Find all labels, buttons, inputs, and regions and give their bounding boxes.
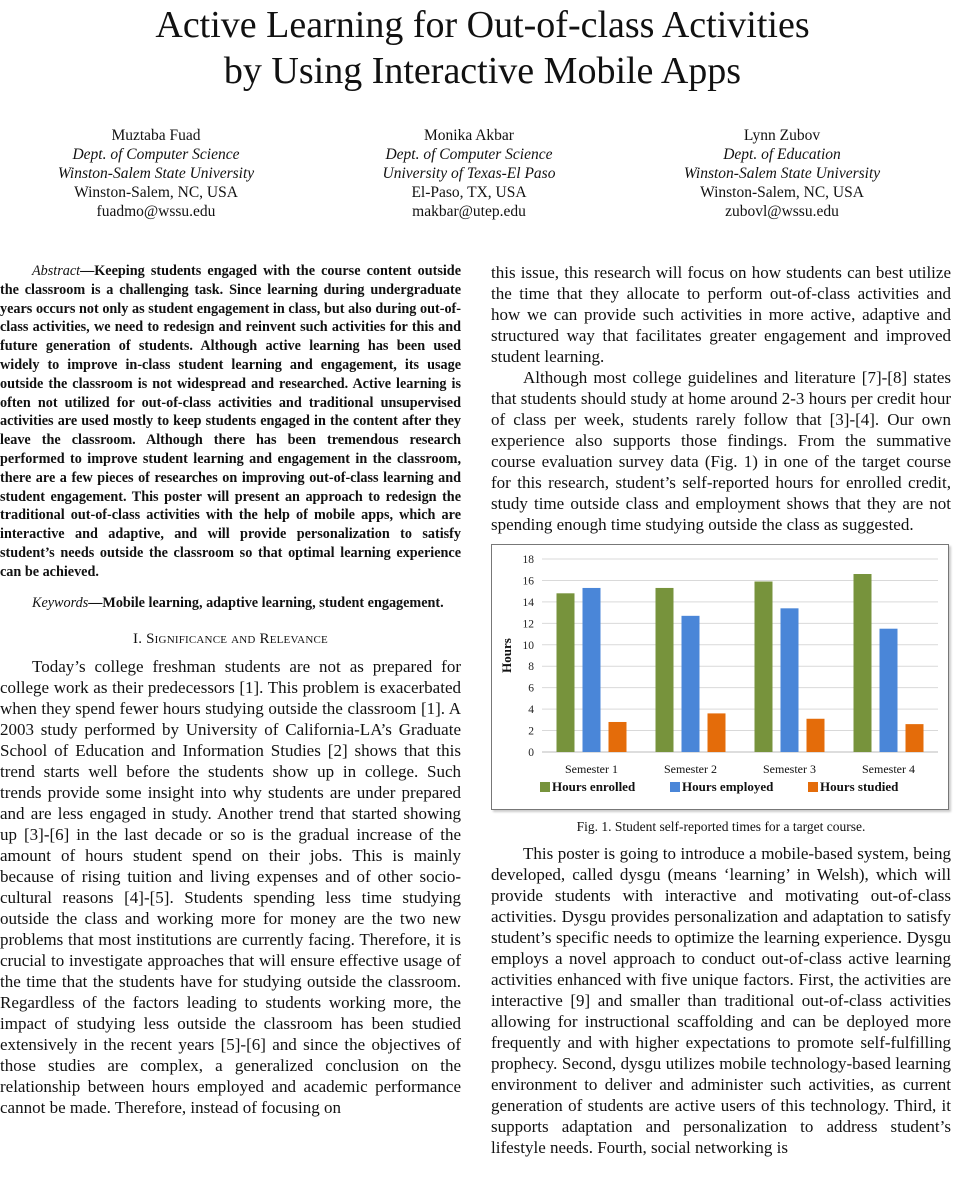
body-paragraph: Although most college guidelines and literature [7]-[8] states that students should study at home around 2-3 hours per credit hour of class per week, students rarely follow that [3]-[4]. Our own experience also supports those findings. From the summative course evaluation survey data (Fig. 1) in one of the target course for this research, student’s self-reported hours for enrolled credit, study time outside class and employment shows that they are not spending enough time studying outside the class as suggested. (491, 368, 951, 534)
section-heading: I. Significance and Relevance (133, 630, 328, 647)
legend-swatch (670, 782, 680, 792)
y-tick-label: 4 (528, 704, 534, 717)
x-tick-label: Semester 2 (664, 762, 717, 776)
bar-hours-studied (609, 722, 627, 752)
author-name: Monika Akbar (424, 127, 514, 144)
title-line-2: by Using Interactive Mobile Apps (223, 50, 742, 92)
y-tick-label: 16 (522, 575, 534, 588)
author-email: fuadmo@wssu.edu (96, 203, 216, 220)
bar-hours-employed (781, 608, 799, 752)
bar-hours-employed (682, 616, 700, 752)
y-tick-label: 10 (522, 639, 534, 652)
y-tick-label: 0 (528, 747, 534, 759)
keywords-label: Keywords (32, 594, 89, 611)
y-axis-label: Hours (499, 638, 514, 673)
author-affiliation: University of Texas-El Paso (382, 165, 556, 182)
legend-label: Hours studied (820, 779, 899, 794)
legend-label: Hours enrolled (552, 779, 636, 794)
bar-hours-studied (708, 713, 726, 752)
bar-hours-employed (583, 588, 601, 752)
y-tick-label: 2 (528, 725, 534, 738)
abstract (0, 262, 461, 582)
author-name: Muztaba Fuad (111, 127, 201, 144)
author-affiliation: Winston-Salem State University (683, 165, 881, 182)
y-tick-label: 6 (528, 682, 534, 695)
bar-hours-employed (880, 629, 898, 752)
legend-swatch (808, 782, 818, 792)
author-dept: Dept. of Computer Science (72, 146, 240, 163)
author-name: Lynn Zubov (743, 127, 821, 144)
author-email: zubovl@wssu.edu (725, 203, 839, 220)
body-paragraph: this issue, this research will focus on how students can best utilize the time that they allocate to perform out-of-class activities and how we can provide such activities in more active, adaptive and structured way that facilitates greater engagement and improved student learning. (491, 263, 951, 366)
bar-hours-studied (807, 719, 825, 752)
author-email: makbar@utep.edu (412, 203, 526, 220)
x-tick-label: Semester 1 (565, 762, 618, 776)
figure-1-chart (491, 544, 949, 810)
bar-hours-enrolled (656, 588, 674, 752)
body-paragraph: This poster is going to introduce a mobile-based system, being developed, called dysgu (means ‘learning’ in Welsh), which will provide students with interactive and motivating out-of-class activities. Dysgu provides personalization and adaptation to satisfy student’s specific needs to optimize the learning experience. Dysgu employs a novel approach to conduct out-of-class active learning activities enhanced with five unique factors. First, the activities are interactive [9] and smaller than traditional out-of-class activities allowing for instructional scaffolding and can be deployed more frequently and with higher expectations to promote self-fulfilling prophecy. Second, dysgu utilizes mobile technology-based learning environment to deliver and administer such activities, as current generation of students are active users of this technology. Third, it supports adaptation and personalization to address student’s lifestyle needs. Fourth, social networking is (491, 844, 951, 1157)
body-paragraph: Today’s college freshman students are not as prepared for college work as their predecessors [1]. This problem is exacerbated when they spend fewer hours studying outside the classroom [1]. A 2003 study performed by University of California-LA’s Graduate School of Education and Information Studies [2] shows that this trend starts well before the students show up in college. Such trends provide some insight into why students are under prepared and are less engaged in study. Another trend that started showing up [3]-[6] in the last decade or so is the gradual increase of the amount of hours student spend on their jobs. This is mainly because of rising tuition and living expenses and of other socio-cultural reasons [4]-[5]. Students spending less time studying outside the class and working more for money are the two new problems that most institutions are currently facing. Therefore, it is crucial to investigate approaches that will ensure effective usage of the time that the students have for studying outside the classroom. Regardless of the factors leading to students working more, the impact of studying less outside the classroom has been studied extensively in the recent years [5]-[6] and since the objectives of those studies are complex, a generalized conclusion on the relationship between hours employed and academic performance cannot be made. Therefore, instead of focusing on (0, 656, 461, 1117)
legend-label: Hours employed (682, 779, 774, 794)
bar-hours-studied (906, 724, 924, 752)
x-tick-label: Semester 3 (763, 762, 816, 776)
y-tick-label: 12 (522, 618, 534, 631)
author-location: Winston-Salem, NC, USA (74, 184, 238, 201)
author-location: El-Paso, TX, USA (411, 184, 527, 201)
bar-chart-svg (492, 545, 948, 809)
title-line-1: Active Learning for Out-of-class Activities (155, 4, 810, 46)
right-column (491, 262, 951, 1158)
author-affiliation: Winston-Salem State University (57, 165, 255, 182)
y-tick-label: 8 (528, 661, 534, 674)
y-tick-label: 18 (522, 554, 534, 566)
bar-hours-enrolled (557, 593, 575, 752)
bar-hours-enrolled (755, 582, 773, 752)
author-3 (632, 126, 932, 221)
author-location: Winston-Salem, NC, USA (700, 184, 864, 201)
abstract-label: Abstract (32, 263, 81, 279)
left-column (0, 262, 461, 1118)
y-tick-label: 14 (522, 596, 534, 609)
x-tick-label: Semester 4 (862, 762, 915, 776)
figure-caption: Fig. 1. Student self-reported times for a target course. (576, 819, 866, 834)
keywords-text: —Mobile learning, adaptive learning, student engagement. (88, 594, 444, 611)
keywords (0, 594, 461, 613)
author-dept: Dept. of Education (723, 146, 841, 163)
author-dept: Dept. of Computer Science (385, 146, 553, 163)
paper-title (0, 2, 965, 94)
bar-hours-enrolled (854, 574, 872, 752)
author-2 (319, 126, 619, 221)
abstract-text: —Keeping students engaged with the course content outside the classroom is a challenging task. Since learning during undergraduate years occurs not only as student engagement in class, but also during out-of-class activities, we need to redesign and reinvent such activities for this and future generation of students. Although active learning has been used widely to improve in-class student learning and engagement, its usage outside the classroom is not widespread and researched. Active learning is often not utilized for out-of-class activities and traditional unsupervised activities are used mostly to keep students engaged in the content after they leave the classroom. Although there has been tremendous research performed to improve student learning and engagement in the classroom, there are a few pieces of researches on improving out-of-class learning and student engagement. This poster will present an approach to redesign the traditional out-of-class activities with the help of mobile apps, which are interactive and adaptive, and will provide personalization to satisfy student’s needs outside the classroom so that optimal learning experience can be achieved. (0, 263, 461, 580)
author-1 (6, 126, 306, 221)
legend-swatch (540, 782, 550, 792)
